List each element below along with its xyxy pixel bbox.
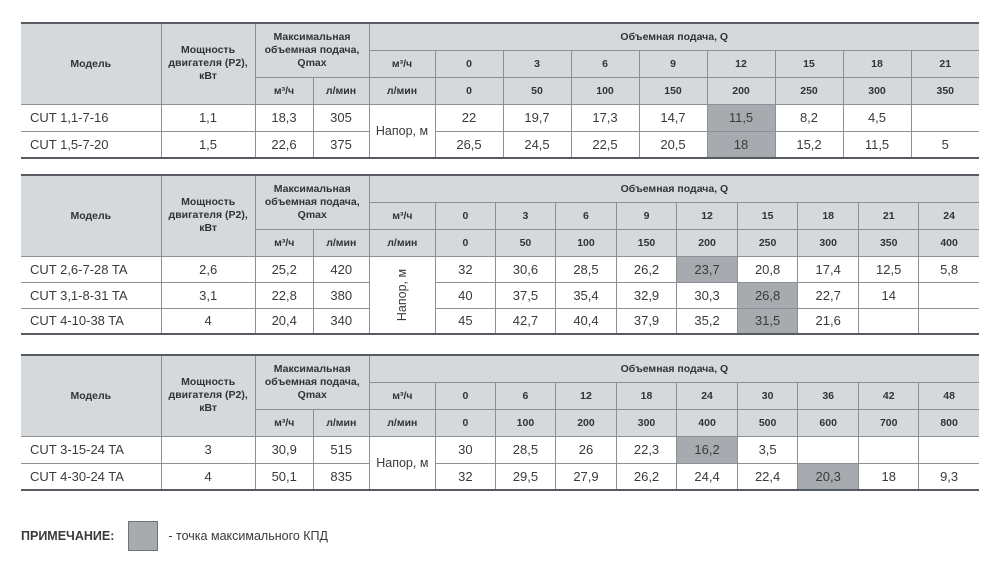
flow-lmin-value: 700 (859, 409, 919, 436)
flow-lmin-value: 400 (919, 229, 979, 256)
table-row (21, 282, 979, 308)
head-value: 30 (435, 436, 495, 463)
qmax-lmin: 380 (313, 282, 369, 308)
head-value: 5,8 (919, 256, 979, 282)
qmax-lmin: 340 (313, 308, 369, 334)
head-value (911, 104, 979, 131)
header-qmax: Максимальная объемная подача, Qmax (255, 355, 369, 409)
flow-m3h-value: 3 (495, 202, 555, 229)
qmax-m3h: 50,1 (255, 463, 313, 490)
head-value-max-efficiency: 16,2 (677, 436, 738, 463)
table-row (21, 131, 979, 158)
qmax-lmin: 420 (313, 256, 369, 282)
header-unit-lmin: л/мин (369, 77, 435, 104)
flow-m3h-value: 0 (435, 382, 495, 409)
power-value: 4 (161, 308, 255, 334)
header-unit-m3h: м³/ч (369, 202, 435, 229)
head-value: 11,5 (843, 131, 911, 158)
qmax-unit-lmin: л/мин (313, 409, 369, 436)
head-value: 17,3 (571, 104, 639, 131)
head-value (798, 436, 859, 463)
flow-m3h-value: 12 (555, 382, 616, 409)
qmax-lmin: 375 (313, 131, 369, 158)
flow-lmin-value: 0 (435, 77, 503, 104)
head-value-max-efficiency: 11,5 (707, 104, 775, 131)
flow-m3h-value: 42 (859, 382, 919, 409)
flow-lmin-value: 100 (571, 77, 639, 104)
flow-m3h-value: 12 (707, 50, 775, 77)
head-value: 19,7 (503, 104, 571, 131)
head-value: 22,3 (617, 436, 677, 463)
flow-m3h-value: 18 (617, 382, 677, 409)
head-value: 32 (435, 256, 495, 282)
head-value: 17,4 (798, 256, 859, 282)
head-value: 24,4 (677, 463, 738, 490)
head-label: Напор, м (369, 436, 435, 490)
header-model: Модель (21, 175, 161, 256)
head-value: 42,7 (495, 308, 555, 334)
head-value: 45 (435, 308, 495, 334)
model-name: CUT 4-30-24 TA (21, 463, 161, 490)
head-value: 40 (435, 282, 495, 308)
qmax-unit-m3h: м³/ч (255, 229, 313, 256)
head-value: 35,4 (555, 282, 616, 308)
flow-m3h-value: 36 (798, 382, 859, 409)
head-value-max-efficiency: 18 (707, 131, 775, 158)
flow-m3h-value: 0 (435, 202, 495, 229)
flow-lmin-value: 250 (775, 77, 843, 104)
flow-lmin-value: 200 (677, 229, 738, 256)
head-value: 22,5 (571, 131, 639, 158)
flow-lmin-value: 150 (617, 229, 677, 256)
head-value: 9,3 (919, 463, 979, 490)
head-value: 26,5 (435, 131, 503, 158)
model-name: CUT 1,1-7-16 (21, 104, 161, 131)
qmax-m3h: 25,2 (255, 256, 313, 282)
head-value: 30,3 (677, 282, 738, 308)
table-row (21, 308, 979, 334)
head-value-max-efficiency: 23,7 (677, 256, 738, 282)
flow-m3h-value: 6 (571, 50, 639, 77)
power-value: 3 (161, 436, 255, 463)
table-row (21, 436, 979, 463)
flow-m3h-value: 48 (919, 382, 979, 409)
head-value: 37,5 (495, 282, 555, 308)
qmax-m3h: 30,9 (255, 436, 313, 463)
qmax-m3h: 20,4 (255, 308, 313, 334)
flow-m3h-value: 18 (798, 202, 859, 229)
flow-lmin-value: 150 (639, 77, 707, 104)
head-value: 32 (435, 463, 495, 490)
head-value: 24,5 (503, 131, 571, 158)
flow-m3h-value: 24 (919, 202, 979, 229)
qmax-unit-m3h: м³/ч (255, 77, 313, 104)
flow-lmin-value: 100 (555, 229, 616, 256)
flow-m3h-value: 6 (495, 382, 555, 409)
head-label-cell (369, 256, 435, 334)
head-value: 28,5 (555, 256, 616, 282)
header-model: Модель (21, 23, 161, 104)
flow-lmin-value: 200 (555, 409, 616, 436)
head-value: 8,2 (775, 104, 843, 131)
head-value (859, 308, 919, 334)
head-value-max-efficiency: 20,3 (798, 463, 859, 490)
head-value: 22 (435, 104, 503, 131)
flow-lmin-value: 200 (707, 77, 775, 104)
flow-lmin-value: 350 (911, 77, 979, 104)
header-model: Модель (21, 355, 161, 436)
head-value-max-efficiency: 26,8 (738, 282, 798, 308)
qmax-m3h: 22,6 (255, 131, 313, 158)
head-value: 14 (859, 282, 919, 308)
flow-m3h-value: 15 (738, 202, 798, 229)
header-unit-lmin: л/мин (369, 409, 435, 436)
power-value: 2,6 (161, 256, 255, 282)
head-value: 20,5 (639, 131, 707, 158)
header-power: Мощность двигателя (P2), кВт (161, 175, 255, 256)
header-flow: Объемная подача, Q (369, 355, 979, 382)
flow-lmin-value: 300 (617, 409, 677, 436)
head-value: 35,2 (677, 308, 738, 334)
header-unit-m3h: м³/ч (369, 50, 435, 77)
power-value: 1,1 (161, 104, 255, 131)
qmax-unit-m3h: м³/ч (255, 409, 313, 436)
flow-lmin-value: 500 (738, 409, 798, 436)
head-value (859, 436, 919, 463)
pump-table-3 (21, 354, 979, 491)
header-qmax: Максимальная объемная подача, Qmax (255, 23, 369, 77)
head-value: 28,5 (495, 436, 555, 463)
qmax-lmin: 835 (313, 463, 369, 490)
qmax-unit-lmin: л/мин (313, 229, 369, 256)
header-power: Мощность двигателя (P2), кВт (161, 23, 255, 104)
flow-lmin-value: 250 (738, 229, 798, 256)
head-value: 40,4 (555, 308, 616, 334)
flow-m3h-value: 0 (435, 50, 503, 77)
head-label: Напор, м (369, 104, 435, 158)
flow-lmin-value: 50 (495, 229, 555, 256)
head-value: 27,9 (555, 463, 616, 490)
power-value: 1,5 (161, 131, 255, 158)
head-value: 12,5 (859, 256, 919, 282)
qmax-lmin: 305 (313, 104, 369, 131)
head-value: 29,5 (495, 463, 555, 490)
note-text: - точка максимального КПД (168, 529, 329, 543)
table-row (21, 256, 979, 282)
header-flow: Объемная подача, Q (369, 175, 979, 202)
head-value (919, 436, 979, 463)
flow-lmin-value: 350 (859, 229, 919, 256)
head-value: 26 (555, 436, 616, 463)
head-value: 15,2 (775, 131, 843, 158)
head-value: 22,4 (738, 463, 798, 490)
flow-lmin-value: 0 (435, 409, 495, 436)
pump-table-1 (21, 22, 979, 159)
max-efficiency-swatch (128, 521, 158, 551)
head-value: 32,9 (617, 282, 677, 308)
head-value: 26,2 (617, 463, 677, 490)
flow-m3h-value: 24 (677, 382, 738, 409)
qmax-lmin: 515 (313, 436, 369, 463)
head-value: 22,7 (798, 282, 859, 308)
power-value: 3,1 (161, 282, 255, 308)
head-value: 14,7 (639, 104, 707, 131)
head-value-max-efficiency: 31,5 (738, 308, 798, 334)
model-name: CUT 4-10-38 TA (21, 308, 161, 334)
head-value (919, 308, 979, 334)
flow-m3h-value: 18 (843, 50, 911, 77)
head-value (919, 282, 979, 308)
flow-m3h-value: 15 (775, 50, 843, 77)
pump-table-2 (21, 174, 979, 335)
head-value: 21,6 (798, 308, 859, 334)
head-value: 37,9 (617, 308, 677, 334)
head-value: 5 (911, 131, 979, 158)
model-name: CUT 3-15-24 TA (21, 436, 161, 463)
head-value: 30,6 (495, 256, 555, 282)
qmax-m3h: 18,3 (255, 104, 313, 131)
qmax-m3h: 22,8 (255, 282, 313, 308)
flow-lmin-value: 100 (495, 409, 555, 436)
flow-lmin-value: 300 (798, 229, 859, 256)
flow-lmin-value: 0 (435, 229, 495, 256)
header-unit-lmin: л/мин (369, 229, 435, 256)
head-value: 26,2 (617, 256, 677, 282)
flow-m3h-value: 9 (617, 202, 677, 229)
model-name: CUT 2,6-7-28 TA (21, 256, 161, 282)
head-value: 3,5 (738, 436, 798, 463)
flow-m3h-value: 21 (859, 202, 919, 229)
table-row (21, 104, 979, 131)
flow-m3h-value: 9 (639, 50, 707, 77)
flow-m3h-value: 12 (677, 202, 738, 229)
note-label: ПРИМЕЧАНИЕ: (21, 529, 115, 543)
header-power: Мощность двигателя (P2), кВт (161, 355, 255, 436)
flow-lmin-value: 400 (677, 409, 738, 436)
flow-m3h-value: 6 (555, 202, 616, 229)
header-unit-m3h: м³/ч (369, 382, 435, 409)
flow-lmin-value: 50 (503, 77, 571, 104)
flow-lmin-value: 800 (919, 409, 979, 436)
legend-note (21, 521, 328, 551)
model-name: CUT 1,5-7-20 (21, 131, 161, 158)
flow-lmin-value: 600 (798, 409, 859, 436)
model-name: CUT 3,1-8-31 TA (21, 282, 161, 308)
power-value: 4 (161, 463, 255, 490)
qmax-unit-lmin: л/мин (313, 77, 369, 104)
head-label: Напор, м (395, 268, 410, 321)
header-qmax: Максимальная объемная подача, Qmax (255, 175, 369, 229)
head-value: 20,8 (738, 256, 798, 282)
table-row (21, 463, 979, 490)
flow-lmin-value: 300 (843, 77, 911, 104)
flow-m3h-value: 21 (911, 50, 979, 77)
head-value: 4,5 (843, 104, 911, 131)
header-flow: Объемная подача, Q (369, 23, 979, 50)
flow-m3h-value: 3 (503, 50, 571, 77)
head-value: 18 (859, 463, 919, 490)
flow-m3h-value: 30 (738, 382, 798, 409)
